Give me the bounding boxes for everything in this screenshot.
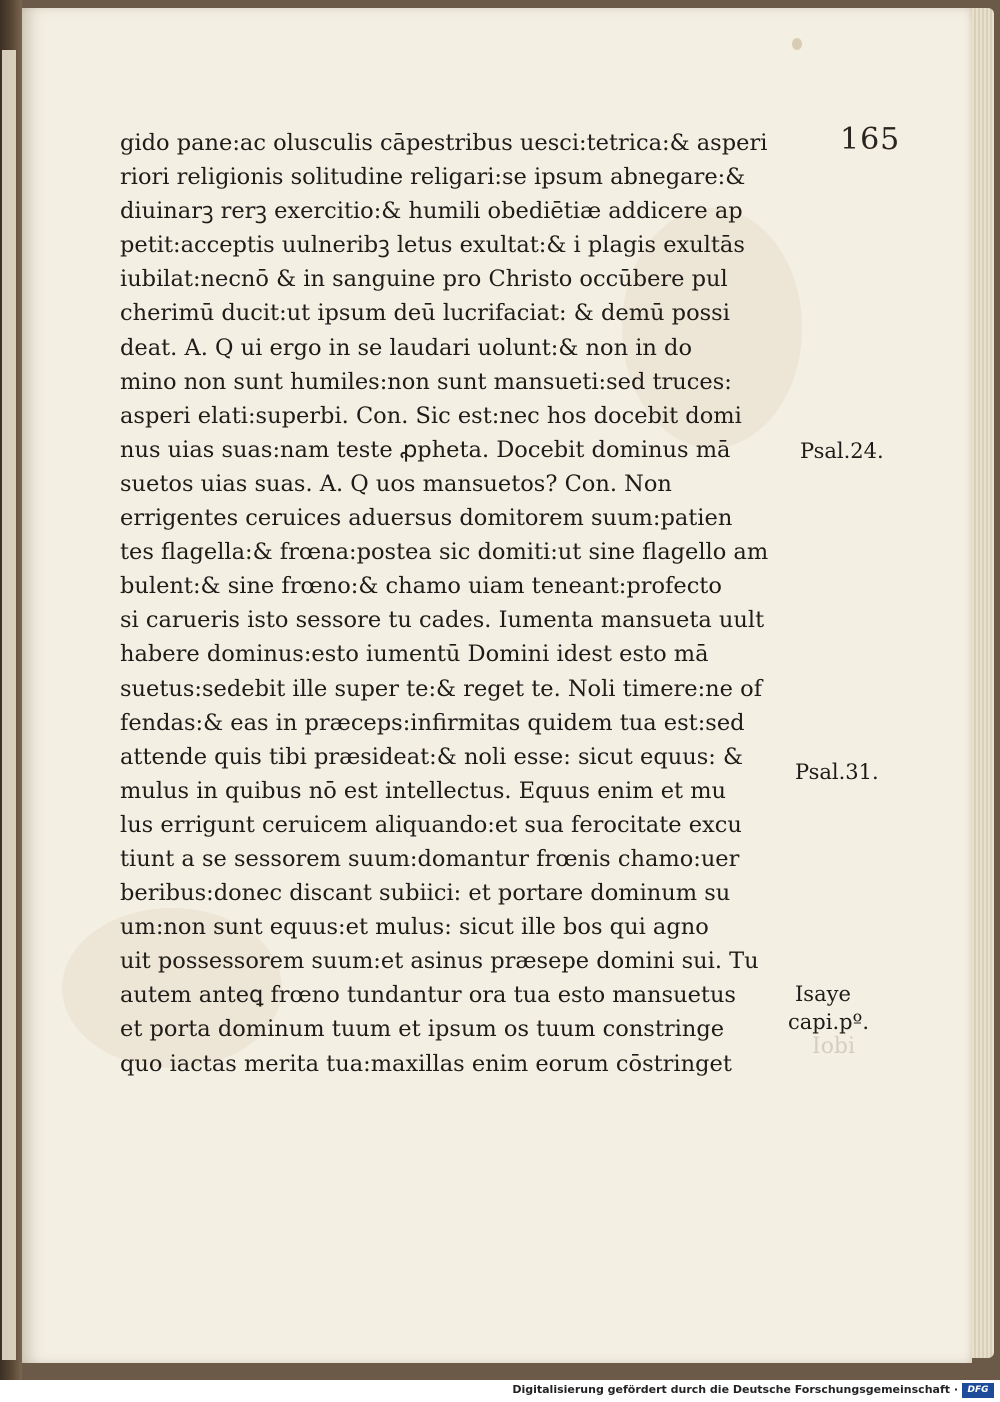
- text-line: iubilat:necnō & in sanguine pro Christo occūbere pul: [120, 266, 728, 293]
- text-line: asperi elati:superbi. Con. Sic est:nec hos docebit domi: [120, 402, 742, 429]
- marginal-note: Psal.24.: [800, 439, 884, 463]
- text-line: mulus in quibus nō est intellectus. Equus enim et mu: [120, 777, 727, 804]
- text-line: habere dominus:esto iumentū Domini idest esto mā: [120, 641, 709, 668]
- text-line: gido pane:ac olusculis cāpestribus uesci:tetrica:& asperi: [120, 130, 768, 156]
- marginal-note: Isaye: [795, 982, 851, 1006]
- text-line: fendas:& eas in præceps:infirmitas quidem tua est:sed: [120, 709, 745, 736]
- text-line: quo iactas merita tua:maxillas enim eorum cōstringet: [120, 1050, 732, 1077]
- text-line: petit:acceptis uulneribꝫ letus exultat:& i plagis exultās: [120, 232, 745, 259]
- text-line: attende quis tibi præsideat:& noli esse: sicut equus: &: [120, 743, 744, 770]
- main-text-block: [120, 126, 790, 1081]
- text-line: diuinarꝫ rerꝫ exercitio:& humili obediētiæ addicere ap: [120, 198, 743, 225]
- pin-hole: [792, 38, 802, 50]
- text-line: uit possessorem suum:et asinus præsepe domini sui. Tu: [120, 948, 759, 975]
- funding-credit: Digitalisierung gefördert durch die Deutsche Forschungsgemeinschaft ·: [512, 1383, 958, 1396]
- facing-page-edge: [2, 50, 16, 1360]
- text-line: bulent:& sine frœno:& chamo uiam teneant:profecto: [120, 573, 722, 600]
- text-line: tiunt a se sessorem suum:domantur frœnis chamo:uer: [120, 845, 740, 872]
- text-line: autem anteꝗ frœno tundantur ora tua esto mansuetus: [120, 982, 736, 1009]
- show-through-text: Iobi: [812, 1034, 856, 1059]
- marginal-note: capi.pº.: [788, 1010, 870, 1034]
- text-line: suetos uias suas. A. Q uos mansuetos? Con. Non: [120, 470, 672, 497]
- text-line: nus uias suas:nam teste ꝓpheta. Docebit dominus mā: [120, 436, 731, 463]
- text-line: deat. A. Q ui ergo in se laudari uolunt:& non in do: [120, 334, 693, 361]
- dfg-logo: DFG: [962, 1383, 994, 1398]
- page-number: 165: [840, 122, 901, 157]
- text-line: si carueris isto sessore tu cades. Iumenta mansueta uult: [120, 607, 765, 634]
- text-line: lus errigunt ceruicem aliquando:et sua ferocitate excu: [120, 811, 742, 838]
- footer-bar: [0, 1380, 1000, 1402]
- text-line: et porta dominum tuum et ipsum os tuum constringe: [120, 1016, 725, 1043]
- text-line: tes flagella:& frœna:postea sic domiti:ut sine flagello am: [120, 539, 769, 566]
- text-line: suetus:sedebit ille super te:& reget te. Noli timere:ne of: [120, 675, 763, 702]
- text-line: errigentes ceruices aduersus domitorem suum:patien: [120, 505, 733, 532]
- marginal-note: Psal.31.: [795, 760, 879, 784]
- text-line: beribus:donec discant subiici: et portare dominum su: [120, 880, 731, 907]
- text-line: um:non sunt equus:et mulus: sicut ille bos qui agno: [120, 914, 709, 941]
- text-line: cherimū ducit:ut ipsum deū lucrifaciat: & demū possi: [120, 300, 730, 327]
- text-line: riori religionis solitudine religari:se ipsum abnegare:&: [120, 164, 746, 191]
- text-line: mino non sunt humiles:non sunt mansueti:sed truces:: [120, 368, 732, 395]
